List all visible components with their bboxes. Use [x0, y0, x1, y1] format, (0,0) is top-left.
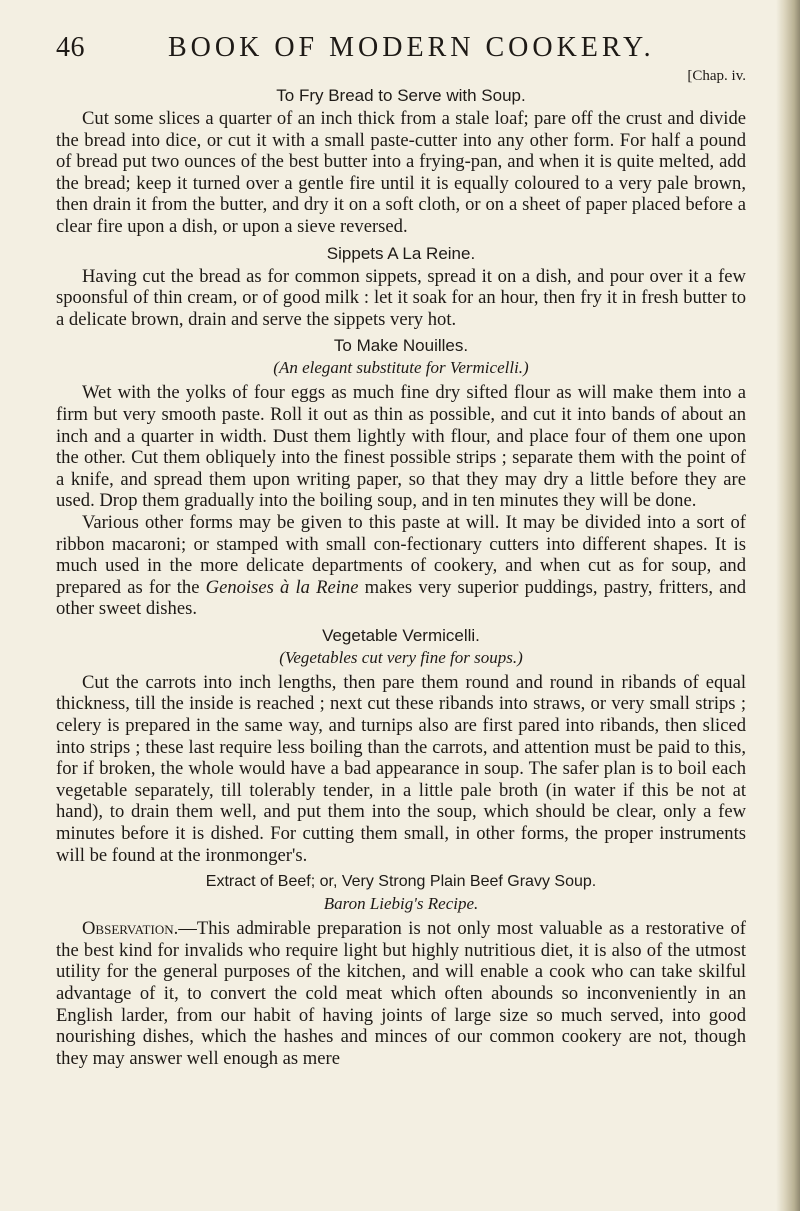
chapter-marker: [Chap. iv.: [687, 68, 746, 84]
observation-text: —This admirable preparation is not only most valuable as a restorative of the best kind for invalids who require light but highly nutritious diet, it is also of the utmost utility for the general purposes of the kitchen, and will enable a cook who can take skilful advantage of it, to convert the cold meat which often abounds so inconveniently in an English larder, from our habit of having joints of large size so much served, into good nourishing dishes, which the hashes and minces of our common cookery are not, though they may answer well enough as mere: [56, 918, 746, 1069]
book-title: BOOK OF MODERN COOKERY.: [168, 32, 655, 63]
page-edge-shadow: [776, 0, 800, 1211]
paragraph-sippets: Having cut the bread as for common sippets, spread it on a dish, and pour over it a few spoonsful of thin cream, or of good milk : let it soak for an hour, then fry it in fresh butter to a delicate brown, drain and serve the sippets very hot.: [56, 265, 746, 330]
running-head: [56, 30, 746, 70]
section-subtitle-vegetable-vermicelli: (Vegetables cut very fine for soups.): [279, 647, 523, 667]
page-number: 46: [56, 32, 85, 63]
paragraph-nouilles-2: [56, 512, 746, 620]
book-page: [56, 30, 746, 1069]
paragraph-vegetable-vermicelli: Cut the carrots into inch lengths, then pare them round and round in ribands of equal thickness, till the inside is reached ; next cut these ribands into straws, or very small strips ; celery is prepared in the same way, and turnips also are first pared into ribands, then sliced into strips ; these last require less boiling than the carrots, and attention must be paid to this, for if broken, the whole would have a bad appearance in soup. The safer plan is to boil each vegetable separately, till tolerably tender, in a little pale broth (in water if this be not at hand), to drain them well, and put them into the soup, which should be clear, only a few minutes before it is dished. For cutting them small, in other forms, the proper instruments will be found at the ironmonger's.: [56, 671, 746, 866]
nouilles-text-a: Various other forms may be given to this paste at will. It may be divided into a sort of ribbon macaroni; or stamped with small con-fectionary cutters into different shapes. It is much used in the more delicate departments of cookery, and when cut as for soup, and prepared as for the: [56, 511, 746, 598]
paragraph-nouilles-1: Wet with the yolks of four eggs as much fine dry sifted flour as will make them into a firm but very smooth paste. Roll it out as thin as possible, and cut it into bands of about an inch and a quarter in width. Dust them lightly with flour, and place four of them one upon the other. Cut them obliquely into the finest possible strips ; separate them with the point of a knife, and spread them upon writing paper, so that they may dry a little before they are used. Drop them gradually into the boiling soup, and in ten minutes they will be done.: [56, 382, 746, 512]
section-title-vegetable-vermicelli: Vegetable Vermicelli.: [322, 625, 480, 645]
observation-lead: Observation.: [82, 918, 179, 940]
nouilles-text-b: makes very superior puddings, pastry, fritters, and other sweet dishes.: [56, 576, 746, 620]
section-title-nouilles: To Make Nouilles.: [333, 336, 469, 356]
section-subtitle-extract-of-beef: Baron Liebig's Recipe.: [323, 894, 479, 914]
paragraph-fry-bread: Cut some slices a quarter of an inch thick from a stale loaf; pare off the crust and divide the bread into dice, or cut it with a small paste-cutter into any other form. For half a pound of bread put two ounces of the best butter into a frying-pan, and when it is quite melted, add the bread; keep it turned over a gentle fire until it is equally coloured to a very pale brown, then drain it from the butter, and dry it on a soft cloth, or on a sheet of paper placed before a clear fire upon a dish, or upon a sieve reversed.: [56, 108, 746, 237]
section-title-fry-bread: To Fry Bread to Serve with Soup.: [276, 86, 526, 105]
paragraph-extract-of-beef: [56, 918, 746, 1069]
section-title-sippets: Sippets A La Reine.: [326, 243, 476, 263]
section-title-extract-of-beef: Extract of Beef; or, Very Strong Plain Beef Gravy Soup.: [205, 873, 597, 891]
section-subtitle-nouilles: (An elegant substitute for Vermicelli.): [273, 358, 529, 378]
genoises-term: Genoises à la Reine: [205, 576, 359, 598]
